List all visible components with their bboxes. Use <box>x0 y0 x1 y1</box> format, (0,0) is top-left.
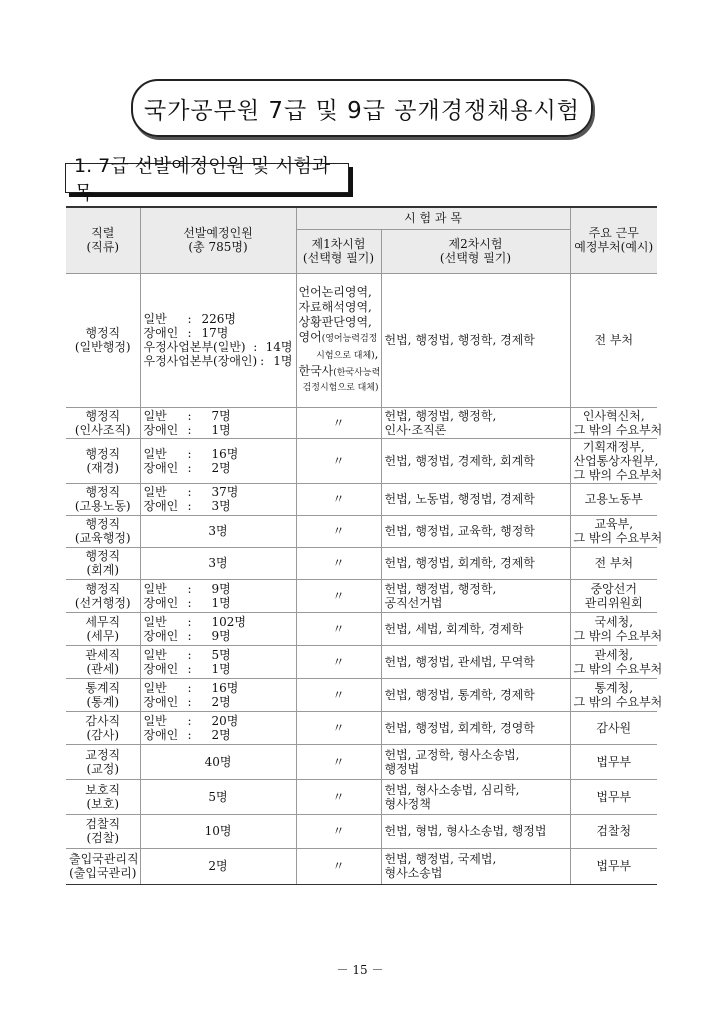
header-dept-sub: 예정부처(예시) <box>574 240 654 255</box>
pos-line <box>144 485 293 499</box>
exam2-line: 헌법, 교정학, 형사소송법, <box>384 747 520 762</box>
dept-line: 법무부 <box>596 789 632 804</box>
exam2-cell <box>381 779 570 814</box>
dept-line: 전 부처 <box>594 556 634 570</box>
table-row <box>66 515 657 547</box>
pos-colon: : <box>187 694 192 709</box>
dept-cell <box>570 645 663 678</box>
table-row <box>66 273 657 407</box>
exam1-cell: 〃 <box>296 515 381 547</box>
job-line: (출입국관리) <box>69 866 137 880</box>
pos-value: 7명 <box>211 408 231 423</box>
exam1-cell: 〃 <box>296 711 381 744</box>
dept-line: 그 밖의 수요부처 <box>573 694 663 709</box>
exam-table <box>66 206 663 885</box>
positions-cell <box>140 483 296 515</box>
pos-key: 일반 <box>143 446 167 461</box>
dept-line: 법무부 <box>596 859 632 873</box>
pos-value: 1명 <box>211 595 231 610</box>
job-cell <box>66 407 140 438</box>
exam2-cell <box>381 678 570 711</box>
job-line: (보호) <box>86 796 120 811</box>
exam2-cell <box>381 579 570 612</box>
job-cell <box>66 483 140 515</box>
pos-colon: : <box>187 614 192 629</box>
header-exam1-sub: (선택형 필기) <box>302 251 375 265</box>
pos-key: 장애인 <box>143 460 179 475</box>
pos-key: 장애인 <box>143 628 179 643</box>
dept-cell <box>570 483 657 515</box>
header-positions-total: (총 785명) <box>188 240 248 255</box>
pos-line <box>144 596 293 610</box>
job-cell <box>66 779 140 814</box>
exam1-cell: 〃 <box>296 547 381 579</box>
job-cell <box>66 744 140 779</box>
positions-cell <box>140 407 296 438</box>
exam1-line: 한국사 <box>298 363 334 378</box>
exam2-cell <box>381 711 570 744</box>
dept-line: 법무부 <box>596 754 632 769</box>
exam2-line: 헌법, 행정법, 국제법, <box>384 852 497 866</box>
exam2-line: 헌법, 행정법, 회계학, 경영학 <box>384 720 535 735</box>
exam2-line: 형사정책 <box>384 796 431 811</box>
job-line: 통계직 <box>85 680 121 695</box>
pos-key: 장애인 <box>143 694 179 709</box>
exam2-line: 헌법, 행정법, 행정학, <box>384 408 497 423</box>
exam1-cell: 〃 <box>296 848 381 884</box>
positions-cell <box>140 579 296 612</box>
table-row <box>66 711 657 744</box>
pos-line <box>144 461 293 475</box>
exam1-cell: 〃 <box>296 438 381 483</box>
pos-colon: : <box>187 713 192 728</box>
pos-line <box>144 648 293 662</box>
job-cell <box>66 273 140 407</box>
exam1-cell: 〃 <box>296 779 381 814</box>
exam2-cell <box>381 848 570 884</box>
exam2-cell <box>381 515 570 547</box>
pos-colon: : <box>187 680 192 695</box>
table-row <box>66 645 657 678</box>
pos-value: 1명 <box>273 354 293 368</box>
exam1-note: (영어능력검정 <box>321 333 378 344</box>
pos-value: 1명 <box>211 661 231 676</box>
exam1-line: 영어 <box>298 329 322 344</box>
job-cell <box>66 547 140 579</box>
header-positions <box>140 207 296 273</box>
header-dept-label: 주요 근무 <box>588 226 639 241</box>
exam1-cell: 〃 <box>296 678 381 711</box>
pos-line <box>144 615 293 629</box>
exam2-line: 행정법 <box>384 761 420 776</box>
dept-line: 관리위원회 <box>584 595 643 610</box>
job-line: 보호직 <box>85 782 121 797</box>
job-line: 행정직 <box>85 446 121 461</box>
pos-key: 우정사업본부(일반) <box>143 340 246 354</box>
exam2-cell <box>381 814 570 848</box>
dept-line: 고용노동부 <box>584 492 643 506</box>
exam1-note: (한국사능력 <box>333 367 381 378</box>
job-line: (통계) <box>86 694 120 709</box>
pos-colon: : <box>187 460 192 475</box>
header-exam2-label: 제2차시험 <box>448 237 503 251</box>
page-banner: 국가공무원 7급 및 9급 공개경쟁채용시험 <box>131 79 593 137</box>
pos-colon: : <box>187 485 192 499</box>
pos-colon: : <box>187 408 192 423</box>
job-line: (재경) <box>86 460 120 475</box>
positions-cell <box>140 438 296 483</box>
pos-key: 일반 <box>143 581 167 596</box>
exam2-line: 형사소송법 <box>384 866 443 880</box>
pos-line <box>144 695 293 709</box>
exam2-line: 헌법, 행정법, 회계학, 경제학 <box>384 556 535 570</box>
positions-cell: 40명 <box>140 744 296 779</box>
pos-key: 일반 <box>143 680 167 695</box>
job-line: (회계) <box>86 563 120 577</box>
exam2-line: 헌법, 형사소송법, 심리학, <box>384 782 520 797</box>
positions-cell: 일반 : 226명 장애인 : 17명 우정사업본부(일반) : 14명 우정사업본부(장애인) : 1명 <box>140 273 296 407</box>
pos-colon: : <box>187 595 192 610</box>
table-row <box>66 744 657 779</box>
pos-value: 5명 <box>211 647 231 662</box>
exam1-cell: 〃 <box>296 612 381 645</box>
job-line: 감사직 <box>85 713 121 728</box>
dept-line: 중앙선거 <box>590 581 637 596</box>
header-job-sub: (직류) <box>86 240 120 255</box>
job-line: (감사) <box>86 727 120 742</box>
exam2-cell <box>381 612 570 645</box>
table-row <box>66 848 657 884</box>
exam2-cell <box>381 744 570 779</box>
dept-line: 그 밖의 수요부처 <box>573 531 663 545</box>
pos-colon: : <box>187 446 192 461</box>
exam1-cell: 〃 <box>296 645 381 678</box>
pos-colon: : <box>187 628 192 643</box>
job-cell <box>66 579 140 612</box>
dept-cell <box>570 814 657 848</box>
dept-line: 그 밖의 수요부처 <box>573 422 663 437</box>
header-job-label: 직렬 <box>91 226 115 241</box>
job-cell <box>66 645 140 678</box>
pos-value: 16명 <box>211 446 239 461</box>
dept-cell <box>570 779 657 814</box>
header-exam2-sub: (선택형 필기) <box>439 251 512 265</box>
pos-colon: : <box>187 661 192 676</box>
table-row <box>66 438 657 483</box>
header-exam2 <box>381 229 570 273</box>
positions-cell: 2명 <box>140 848 296 884</box>
pos-line <box>144 499 293 513</box>
job-line: 검찰직 <box>85 817 121 831</box>
pos-key: 일반 <box>143 647 167 662</box>
positions-cell <box>140 678 296 711</box>
pos-key: 장애인 <box>143 499 179 513</box>
pos-value: 20명 <box>211 713 239 728</box>
exam2-cell <box>381 547 570 579</box>
dept-line: 검찰청 <box>596 824 632 838</box>
exam2-line: 공직선거법 <box>384 595 443 610</box>
exam2-line: 인사·조직론 <box>384 422 447 437</box>
pos-line <box>144 629 293 643</box>
exam1-cell: 〃 <box>296 407 381 438</box>
dept-cell <box>570 612 663 645</box>
exam2-cell <box>381 483 570 515</box>
pos-key: 일반 <box>143 713 167 728</box>
pos-line <box>144 409 293 423</box>
pos-line <box>144 728 293 742</box>
dept-cell <box>570 678 663 711</box>
exam2-cell <box>381 407 570 438</box>
dept-line: 국세청, <box>594 614 634 629</box>
job-line: (교정) <box>86 761 120 776</box>
pos-value: 17명 <box>201 326 229 340</box>
pos-key: 장애인 <box>143 661 179 676</box>
pos-value: 3명 <box>211 499 231 513</box>
job-line: 행정직 <box>85 485 121 499</box>
dept-line: 통계청, <box>594 680 634 695</box>
pos-value: 37명 <box>211 485 239 499</box>
exam1-cell: 〃 <box>296 744 381 779</box>
pos-key: 우정사업본부(장애인) <box>143 354 258 368</box>
job-cell <box>66 848 140 884</box>
table-row <box>66 407 657 438</box>
section-title: 1. 7급 선발예정인원 및 시험과목 <box>65 163 349 193</box>
job-sub: (일반행정) <box>74 340 131 354</box>
job-line: 세무직 <box>85 614 121 629</box>
dept-cell <box>570 848 657 884</box>
table-row <box>66 547 657 579</box>
job-line: (인사조직) <box>74 422 131 437</box>
dept-cell <box>570 438 663 483</box>
pos-key: 일반 <box>143 485 167 499</box>
pos-value: 1명 <box>211 422 231 437</box>
dept-cell <box>570 711 657 744</box>
header-exam1-label: 제1차시험 <box>311 237 366 251</box>
exam1-note: 시험으로 대체) <box>316 350 375 361</box>
table-row <box>66 579 657 612</box>
exam2-cell <box>381 645 570 678</box>
pos-value: 14명 <box>265 340 293 354</box>
table-row <box>66 678 657 711</box>
dept-cell <box>570 579 657 612</box>
dept-line: 관세청, <box>594 647 634 662</box>
job-line: (검찰) <box>86 831 120 845</box>
job-line: 행정직 <box>85 517 121 531</box>
exam2-line: 헌법, 세법, 회계학, 경제학 <box>384 621 524 636</box>
exam1-line: 자료해석영역, <box>298 299 372 314</box>
job-name: 행정직 <box>85 326 121 340</box>
pos-value: 2명 <box>211 460 231 475</box>
pos-key: 일반 <box>143 408 167 423</box>
dept-line: 교육부, <box>594 517 634 531</box>
header-job <box>66 207 140 273</box>
exam1-cell: 〃 <box>296 814 381 848</box>
exam2-cell <box>381 438 570 483</box>
pos-value: 2명 <box>211 694 231 709</box>
exam2-line: 헌법, 노동법, 행정법, 경제학 <box>384 492 535 506</box>
dept-line: 그 밖의 수요부처 <box>573 661 663 676</box>
header-subjects: 시 험 과 목 <box>296 207 570 229</box>
header-exam1 <box>296 229 381 273</box>
table-row <box>66 612 657 645</box>
pos-line <box>144 681 293 695</box>
table-row <box>66 779 657 814</box>
pos-line <box>144 714 293 728</box>
dept-cell <box>570 744 657 779</box>
job-line: (관세) <box>86 661 120 676</box>
pos-key: 일반 <box>143 312 167 326</box>
pos-line <box>144 447 293 461</box>
dept-line: 감사원 <box>596 720 632 735</box>
dept-cell <box>570 407 663 438</box>
job-line: 관세직 <box>85 647 121 662</box>
job-cell <box>66 711 140 744</box>
pos-colon: : <box>187 499 192 513</box>
positions-cell <box>140 645 296 678</box>
positions-cell <box>140 612 296 645</box>
pos-value: 9명 <box>211 581 231 596</box>
dept-line: 그 밖의 수요부처 <box>573 628 663 643</box>
table-row <box>66 814 657 848</box>
job-line: (교육행정) <box>74 531 131 545</box>
pos-key: 장애인 <box>143 422 179 437</box>
exam1-cell <box>296 273 381 407</box>
dept-line: 산업통상자원부, <box>573 453 659 468</box>
positions-cell: 5명 <box>140 779 296 814</box>
job-line: 교정직 <box>85 747 121 762</box>
job-line: (세무) <box>86 628 120 643</box>
pos-value: 2명 <box>211 727 231 742</box>
pos-colon: : <box>187 581 192 596</box>
exam1-comma: , <box>374 346 379 361</box>
exam1-line: 상황판단영역, <box>298 314 372 329</box>
exam1-note: 검정시험으로 대체) <box>302 382 379 393</box>
job-line: 행정직 <box>85 581 121 596</box>
exam2-cell: 헌법, 행정법, 행정학, 경제학 <box>381 273 570 407</box>
job-line: (선거행정) <box>74 595 131 610</box>
job-line: 출입국관리직 <box>69 852 139 866</box>
pos-key: 장애인 <box>143 595 179 610</box>
pos-line <box>144 662 293 676</box>
dept-line: 기획재정부, <box>582 439 645 454</box>
header-positions-label: 선발예정인원 <box>183 226 253 241</box>
dept-cell <box>570 515 663 547</box>
job-cell <box>66 814 140 848</box>
job-cell <box>66 515 140 547</box>
pos-key: 장애인 <box>143 326 179 340</box>
job-cell <box>66 678 140 711</box>
job-line: 행정직 <box>85 549 121 563</box>
positions-cell: 3명 <box>140 515 296 547</box>
exam2-line: 헌법, 형법, 형사소송법, 행정법 <box>384 824 547 838</box>
job-line: 행정직 <box>85 408 121 423</box>
exam2-line: 헌법, 행정법, 행정학, <box>384 581 497 596</box>
pos-line <box>144 582 293 596</box>
exam2-line: 헌법, 행정법, 통계학, 경제학 <box>384 687 535 702</box>
pos-colon: : <box>187 647 192 662</box>
exam2-line: 헌법, 행정법, 경제학, 회계학 <box>384 453 535 468</box>
pos-key: 일반 <box>143 614 167 629</box>
job-line: (고용노동) <box>74 499 131 513</box>
pos-value: 226명 <box>201 312 236 326</box>
pos-line <box>144 423 293 437</box>
dept-cell: 전 부처 <box>570 273 657 407</box>
pos-key: 장애인 <box>143 727 179 742</box>
pos-value: 9명 <box>211 628 231 643</box>
pos-value: 16명 <box>211 680 239 695</box>
exam2-line: 헌법, 행정법, 교육학, 행정학 <box>384 524 535 538</box>
positions-cell <box>140 711 296 744</box>
pos-colon: : <box>187 422 192 437</box>
exam2-line: 헌법, 행정법, 관세법, 무역학 <box>384 654 535 669</box>
positions-cell: 10명 <box>140 814 296 848</box>
exam1-line: 언어논리영역, <box>298 284 372 299</box>
page-number: － 15 － <box>336 963 384 977</box>
dept-line: 인사혁신처, <box>582 408 645 423</box>
exam1-cell: 〃 <box>296 579 381 612</box>
exam1-cell: 〃 <box>296 483 381 515</box>
pos-value: 102명 <box>211 614 246 629</box>
job-cell <box>66 438 140 483</box>
positions-cell: 3명 <box>140 547 296 579</box>
dept-cell <box>570 547 657 579</box>
pos-colon: : <box>187 727 192 742</box>
header-dept <box>570 207 657 273</box>
dept-line: 그 밖의 수요부처 <box>573 467 663 482</box>
table-row <box>66 483 657 515</box>
job-cell <box>66 612 140 645</box>
